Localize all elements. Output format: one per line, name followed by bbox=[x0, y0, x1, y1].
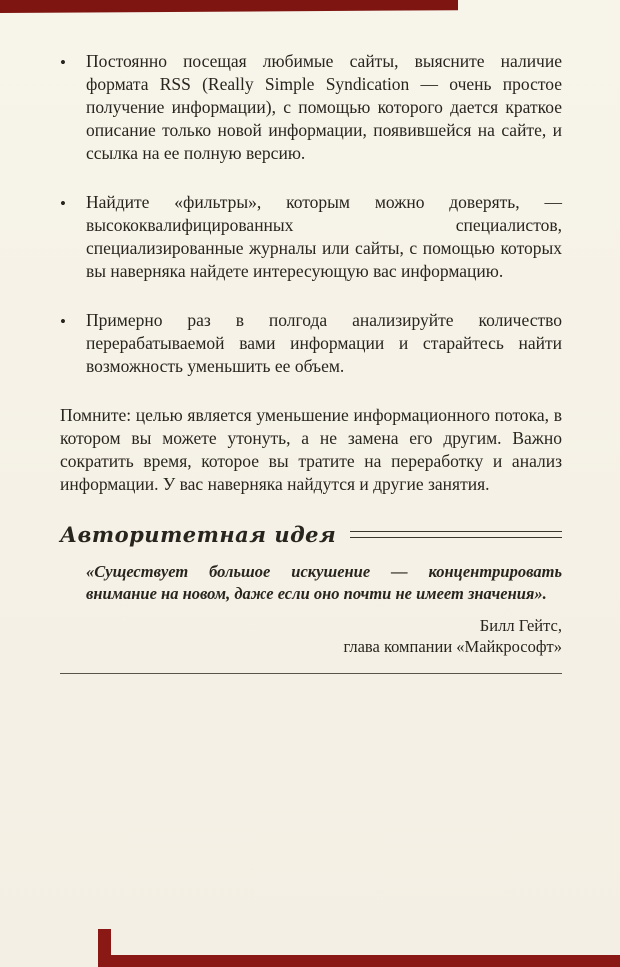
section-divider-rule bbox=[60, 673, 562, 674]
list-item bbox=[60, 309, 562, 378]
page-content bbox=[60, 50, 562, 682]
bottom-left-red-mark bbox=[98, 929, 111, 967]
bullet-icon: • bbox=[60, 312, 66, 331]
body-paragraph: Помните: целью является уменьшение информационного потока, в котором вы можете утонуть, а не замена его другим. Важно сократить время, которое вы тратите на переработку и анализ информации. У вас наверняка найдутся и другие занятия. bbox=[60, 405, 562, 494]
authority-idea-header bbox=[60, 522, 562, 547]
bullet-text: Найдите «фильтры», которым можно доверять, — высококвалифицированных специалистов, специализированные журналы или сайты, с помощью которых вы наверняка найдете интересующую вас информацию. bbox=[86, 192, 562, 281]
attribution-name: Билл Гейтс, bbox=[479, 616, 562, 635]
list-item bbox=[60, 191, 562, 283]
authority-idea-heading: Авторитетная идея bbox=[60, 522, 337, 547]
bullet-text: Примерно раз в полгода анализируйте количество перерабатываемой вами информации и старайтесь найти возможность уменьшить ее объем. bbox=[86, 310, 562, 376]
list-item bbox=[60, 50, 562, 165]
attribution-block bbox=[60, 615, 562, 657]
double-rule-decoration bbox=[350, 531, 562, 538]
bullet-icon: • bbox=[60, 194, 66, 213]
bullet-icon: • bbox=[60, 53, 66, 72]
bullet-list bbox=[60, 50, 562, 378]
quote-paragraph: «Существует большое искушение — концентрировать внимание на новом, даже если оно почти не имеет значения». bbox=[86, 562, 562, 603]
attribution-role: глава компании «Майкрософт» bbox=[343, 637, 562, 656]
bullet-text: Постоянно посещая любимые сайты, выясните наличие формата RSS (Really Simple Syndication — очень простое получение информации), с помощью которого дается краткое описание только новой информации, появившейся на сайте, и ссылка на ее полную версию. bbox=[86, 51, 562, 163]
top-red-scan-stripe bbox=[0, 0, 458, 13]
bottom-red-scan-stripe bbox=[98, 955, 620, 967]
